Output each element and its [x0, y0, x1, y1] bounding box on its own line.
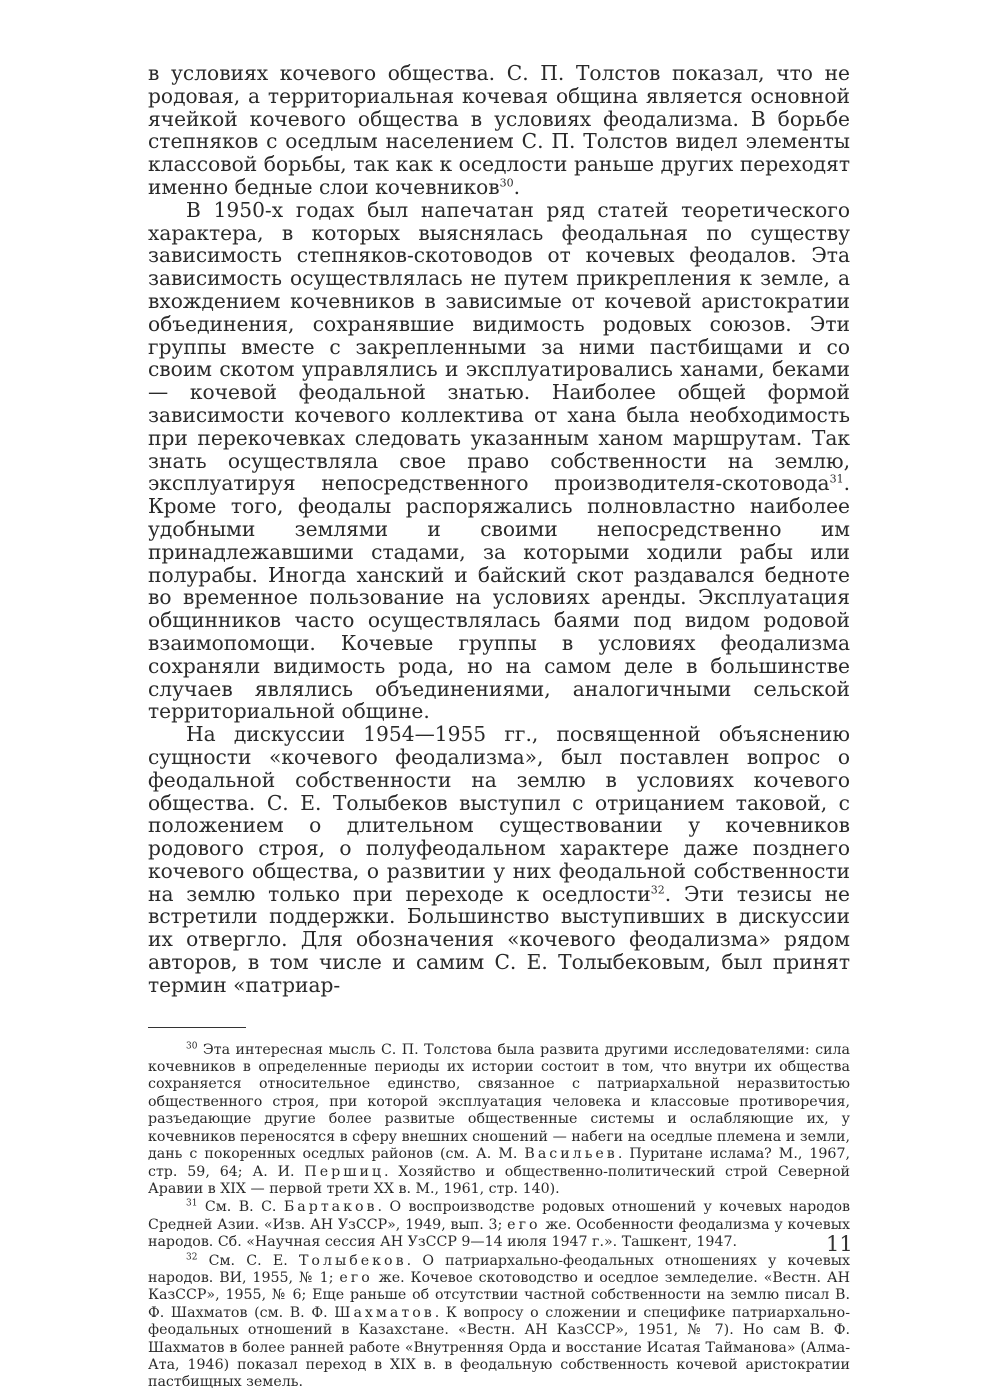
footnote-divider [148, 1027, 246, 1028]
text-run: См. В. С. [197, 1199, 284, 1216]
footnote-ref: 30 [499, 176, 514, 190]
page-body [148, 62, 850, 1392]
text-run: . Хозяйство и общественно-политический строй Северной Аравии в XIX — первой трети XX в. М., 1961, стр. 140). [148, 1163, 850, 1197]
text-run: Эта интересная мысль С. П. Толстова была развита другими исследователями: сила кочевников в определенные периоды их истории состоит в том, что внутри их общества сохраняется относительное единство, связанное с патриархальной неразвитостью общественного строя, при которой эксплуатация человека и классовые противоречия, разъедающие другие более развитые общественные системы и ослабляющие их, у кочевников переносятся в сферу внешних сношений — набеги на оседлые племена и земли, дань с покоренных оседлых районов (см. А. М. [148, 1041, 850, 1163]
text-run: . Кроме того, феодалы распоряжались полновластно наиболее удобными землями и своими непосредственно им принадлежавшими стадами, за которыми ходили рабы или полурабы. Иногда ханский и байский скот раздавался бедноте во временное пользование на условиях аренды. Эксплуатация общинников часто осуществлялась баями под видом родовой взаимопомощи. Кочевые группы в условиях феодализма сохраняли видимость рода, но на самом деле в большинстве случаев являлись объединениями, аналогичными сельской территориальной общине. [148, 471, 850, 724]
text-run: . Пуритане ислама? М., 1967, стр. 59, 64; А. И. [148, 1146, 850, 1180]
text-run: в условиях кочевого общества. С. П. Толстов показал, что не родовая, а территориальная кочевая община является основной ячейкой кочевого общества в условиях феодализма. В борьбе степняков с оседлым населением С. П. Толстов видел элементы классовой борьбы, так как к оседлости раньше других переходят именно бедные слои кочевников [148, 61, 850, 199]
text-run: же. Особенности феодализма у кочевых народов. Сб. «Научная сессия АН УзССР 9—14 июля 1947 г.». Ташкент, 1947. [148, 1216, 850, 1251]
footnote-30 [148, 1042, 850, 1199]
footnote-ref: 32 [650, 882, 665, 896]
author-name: Бартаков [283, 1199, 378, 1216]
text-run: . О воспроизводстве родовых отношений у кочевых народов Средней Азии. «Изв. АН УзССР», 1949, вып. 3; [148, 1199, 850, 1233]
footnote-ref: 31 [829, 472, 844, 486]
text-run: . О патриархально-феодальных отношениях у кочевых народов. ВИ, 1955, № 1; [148, 1252, 850, 1286]
footnote-32 [148, 1253, 850, 1392]
footnote-31 [148, 1199, 850, 1251]
footnote-ref: 32 [186, 1251, 198, 1262]
main-text [148, 62, 850, 997]
text-run: См. С. Е. [197, 1252, 299, 1269]
text-run: . К вопросу о сложении и специфике патриархально-феодальных отношений в Казахстане. «Вестн. АН КазССР», 1951, № 7). Но сам В. Ф. Шахматов в более ранней работе «Внутренняя Орда и восстание Исатая Тайманова» (Алма-Ата, 1946) показал переход в XIX в. в феодальную собственность кочевой аристократии пастбищных земель. [148, 1304, 850, 1391]
author-name: Толыбеков [298, 1252, 407, 1269]
text-run: . Эти тезисы не встретили поддержки. Большинство выступивших в дискуссии их отвергло. Для обозначения «кочевого феодализма» рядом авторов, в том числе и самим С. Е. Толыбековым, был принят термин «патриар- [148, 881, 850, 997]
text-run: На дискуссии 1954—1955 гг., посвященной объяснению сущности «кочевого феодализма», был поставлен вопрос о феодальной собственности на землю в условиях кочевого общества. С. Е. Толыбеков выступил с отрицанием таковой, с положением о длительном существовании у кочевников родового строя, о полуфеодальном характере даже позднего кочевого общества, о развитии у них феодальной собственности на землю только при переходе к оседлости [148, 722, 850, 906]
author-name: его [507, 1216, 541, 1233]
paragraph-discussion [148, 723, 850, 997]
page-number: 11 [826, 1232, 853, 1256]
footnotes [148, 1042, 850, 1392]
footnote-ref: 30 [186, 1040, 198, 1051]
author-name: его [339, 1269, 373, 1286]
footnote-ref: 31 [186, 1198, 198, 1209]
author-name: Шахматов [334, 1304, 435, 1321]
text-run: же. Кочевое скотоводство и оседлое земледелие. «Вестн. АН КазССР», 1955, № 6; Еще раньше об отсутствии частной собственности на землю писал В. Ф. Шахматов (см. В. Ф. [148, 1269, 850, 1321]
author-name: Васильев [524, 1146, 618, 1163]
text-run: В 1950-х годах был напечатан ряд статей теоретического характера, в которых выяснялась феодальная по существу зависимость степняков-скотоводов от кочевых феодалов. Эта зависимость осуществлялась не путем прикрепления к земле, а вхождением кочевников в зависимые от кочевой аристократии объединения, сохранявшие видимость родовых союзов. Эти группы вместе с закрепленными за ними пастбищами и со своим скотом управлялись и эксплуатировались ханами, беками — кочевой феодальной знатью. Наиболее общей формой зависимости кочевого коллектива от хана была необходимость при перекочевках следовать указанным ханом маршрутам. Так знать осуществляла свое право собственности на землю, эксплуатируя непосредственного производителя-скотовода [148, 197, 850, 496]
text-run: . [513, 174, 521, 199]
author-name: Першиц [304, 1163, 385, 1180]
paragraph-1950s [148, 199, 850, 723]
paragraph-continuation [148, 62, 850, 199]
